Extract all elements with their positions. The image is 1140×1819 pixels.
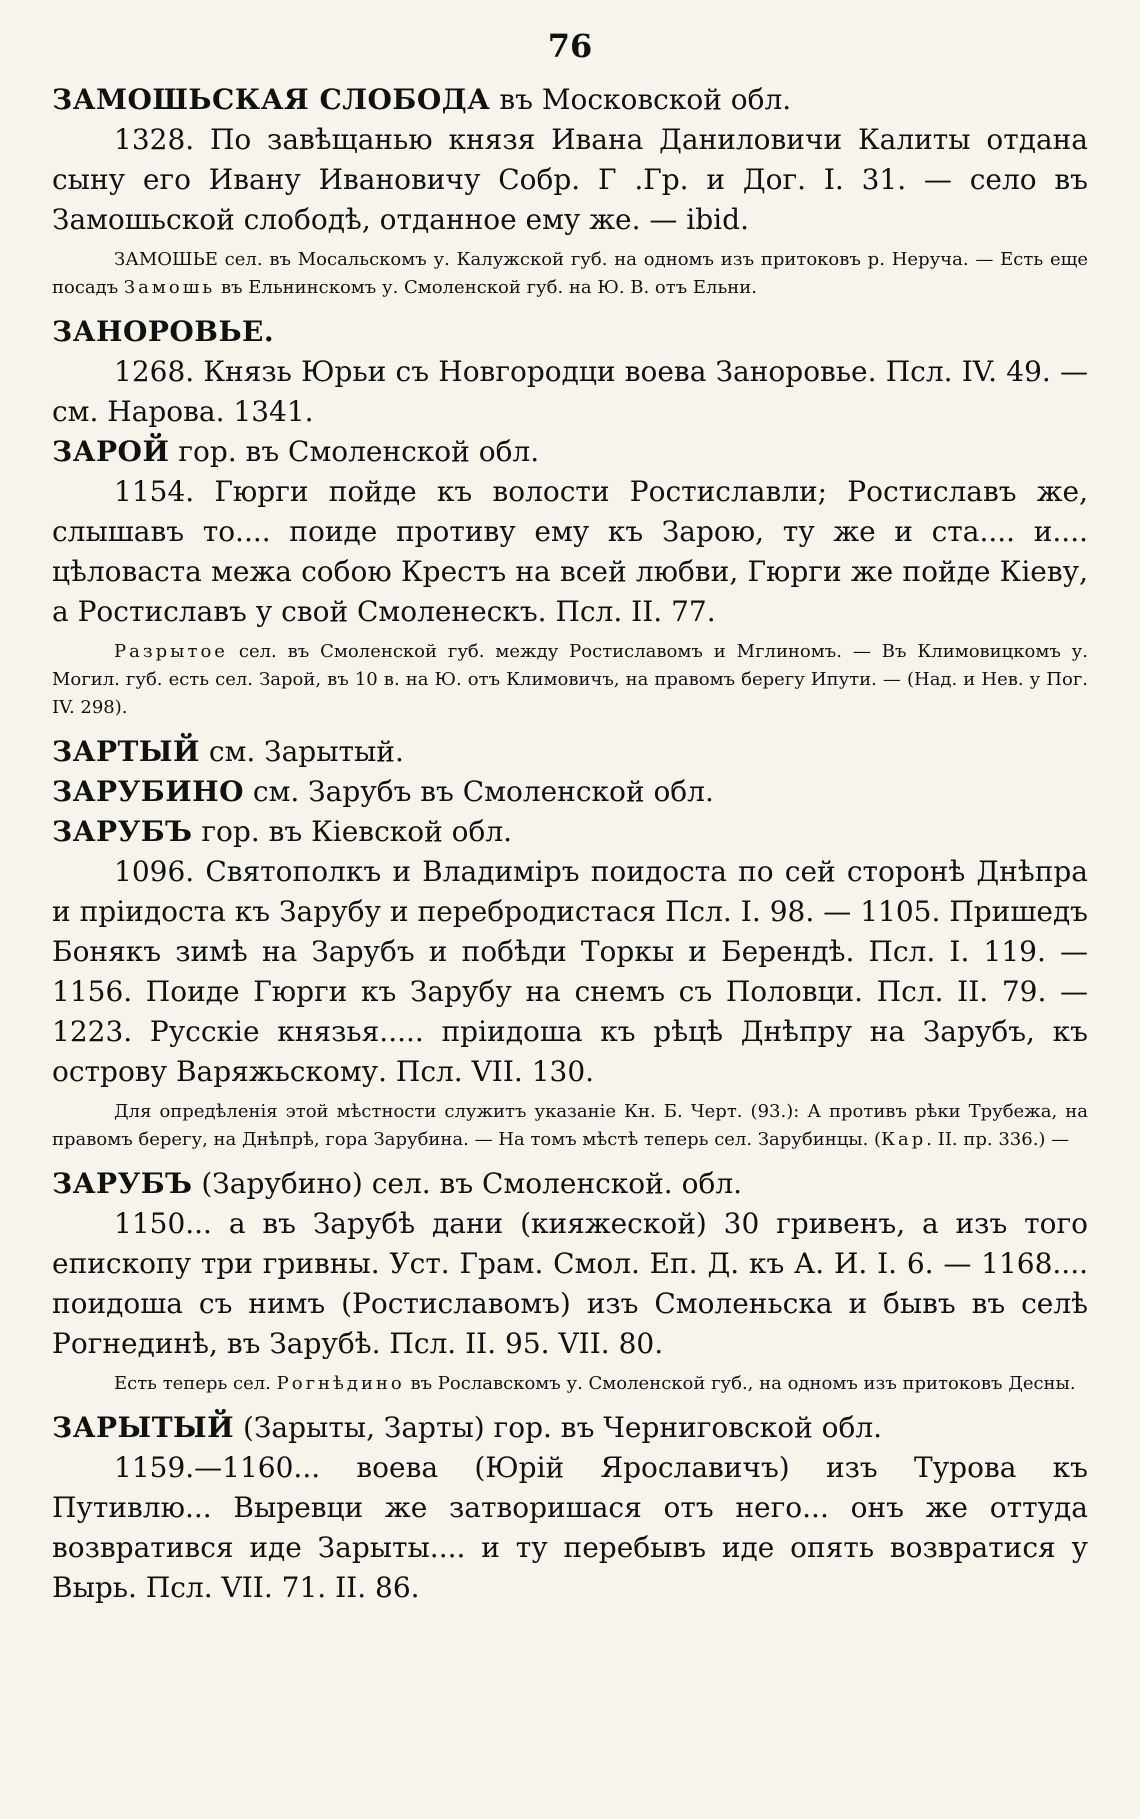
headword-description: гор. въ Кіевской обл. [192, 815, 513, 848]
entry-zarub-kiev [52, 812, 1088, 1154]
headword: ЗАРУБЪ [52, 815, 193, 848]
entry-heading [52, 772, 1088, 812]
headword: ЗАРУБЪ [52, 1167, 193, 1200]
note-text: Для опредѣленія этой мѣстности служитъ указаніе Кн. Б. Черт. (93.): А противъ рѣки Трубежа, на правомъ берегу, на Днѣпрѣ, гора Зарубина. — На томъ мѣстѣ теперь сел. Зарубинцы. ( [52, 1101, 1088, 1150]
note-text: въ Ельнинскомъ у. Смоленской губ. на Ю. В. отъ Ельни. [215, 277, 757, 298]
chronicle-quote: 1159.—1160... воева (Юрій Ярославичъ) изъ Турова къ Путивлю... Выревци же затворишася отъ него... онъ же оттуда возвратився иде Зарыты.... и ту перебывъ иде опять возвратися у Вырь. Псл. VII. 71. II. 86. [52, 1451, 1088, 1604]
headword-description: см. Зарубъ въ Смоленской обл. [244, 775, 714, 808]
entry-zanorovye [52, 312, 1088, 432]
chronicle-quote: 1154. Гюрги пойде къ волости Ростиславли; Ростиславъ же, слышавъ то.... поиде противу ему къ Зарою, ту же и ста.... и.... цѣловаста межа собою Крестъ на всей любви, Гюрги же пойде Кіеву, а Ростиславъ у свой Смоленескъ. Псл. II. 77. [52, 475, 1088, 628]
chronicle-quote: 1328. По завѣщанью князя Ивана Даниловичи Калиты отдана сыну его Ивану Ивановичу Собр. Г .Гр. и Дог. I. 31. — село въ Замошьской слободѣ, отданное ему же. — ibid. [52, 123, 1088, 236]
note-text: Есть теперь сел. [114, 1373, 277, 1394]
entry-zarub-smolensk [52, 1164, 1088, 1398]
entry-heading [52, 812, 1088, 852]
chronicle-quote: 1268. Князь Юрьи съ Новгородци воева Заноровье. Псл. IV. 49. — см. Нарова. 1341. [52, 355, 1088, 428]
note-spaced-text: Разрытое [114, 641, 228, 662]
entry-zaroy [52, 432, 1088, 722]
entry-zartyy [52, 732, 1088, 772]
headword-description: (Зарыты, Зарты) гор. въ Черниговской обл. [234, 1411, 883, 1444]
note-text: ЗАМОШЬЕ сел. въ Мосальскомъ у. Калужской губ. на одномъ изъ притоковъ р. Неруча. — Есть еще посадъ [52, 249, 1088, 298]
commentary-note [52, 1370, 1088, 1398]
chronicle-quote: 1150... а въ Зарубѣ дани (кияжеской) 30 гривенъ, а изъ того епископу три гривны. Уст. Грам. Смол. Еп. Д. къ А. И. I. 6. — 1168.... поидоша съ нимъ (Ростиславомъ) изъ Смоленьска и бывъ въ селѣ Рогнединѣ, въ Зарубѣ. Псл. II. 95. VII. 80. [52, 1207, 1088, 1360]
headword-description: (Зарубино) сел. въ Смоленской. обл. [192, 1167, 743, 1200]
note-text: . II. пр. 336.) — [926, 1129, 1070, 1150]
headword: ЗАРЫТЫЙ [52, 1411, 235, 1444]
headword-description: въ Московской обл. [490, 83, 792, 116]
entry-zamoshskaya-sloboda [52, 80, 1088, 302]
page-number: 76 [547, 27, 593, 65]
entry-heading [52, 432, 1088, 472]
entry-heading [52, 1164, 1088, 1204]
entry-heading [52, 80, 1088, 120]
note-spaced-text: Рогнѣдино [276, 1373, 405, 1394]
entry-heading [52, 312, 1088, 352]
headword-description: см. Зарытый. [200, 735, 404, 768]
entry-zarubino [52, 772, 1088, 812]
headword: ЗАМОШЬСКАЯ СЛОБОДА [52, 83, 491, 116]
note-spaced-text: Кар [881, 1129, 927, 1150]
entry-heading [52, 732, 1088, 772]
chronicle-quote: 1096. Святополкъ и Владиміръ поидоста по сей сторонѣ Днѣпра и пріидоста къ Зарубу и перебродистася Псл. I. 98. — 1105. Пришедъ Бонякъ зимѣ на Зарубъ и побѣди Торкы и Берендѣ. Псл. I. 119. — 1156. Поиде Гюрги къ Зарубу на снемъ съ Половци. Псл. II. 79. — 1223. Русскіе князья..... пріидоша къ рѣцѣ Днѣпру на Зарубъ, къ острову Варяжьскому. Псл. VII. 130. [52, 855, 1088, 1088]
commentary-note [52, 246, 1088, 302]
note-text: въ Рославскомъ у. Смоленской губ., на одномъ изъ притоковъ Десны. [404, 1373, 1076, 1394]
headword: ЗАРТЫЙ [52, 735, 200, 768]
commentary-note [52, 638, 1088, 722]
note-text: сел. въ Смоленской губ. между Ростиславомъ и Мглиномъ. — Въ Климовицкомъ у. Могил. губ. есть сел. Зарой, въ 10 в. на Ю. отъ Климовичъ, на правомъ берегу Ипути. — (Над. и Нев. у Пог. IV. 298). [52, 641, 1088, 718]
headword: ЗАРУБИНО [52, 775, 245, 808]
entry-heading [52, 1408, 1088, 1448]
commentary-note [52, 1098, 1088, 1154]
entry-zarytyy [52, 1408, 1088, 1608]
headword: ЗАНОРОВЬЕ. [52, 315, 275, 348]
headword: ЗАРОЙ [52, 435, 170, 468]
note-spaced-text: Замошь [123, 277, 216, 298]
headword-description: гор. въ Смоленской обл. [169, 435, 540, 468]
